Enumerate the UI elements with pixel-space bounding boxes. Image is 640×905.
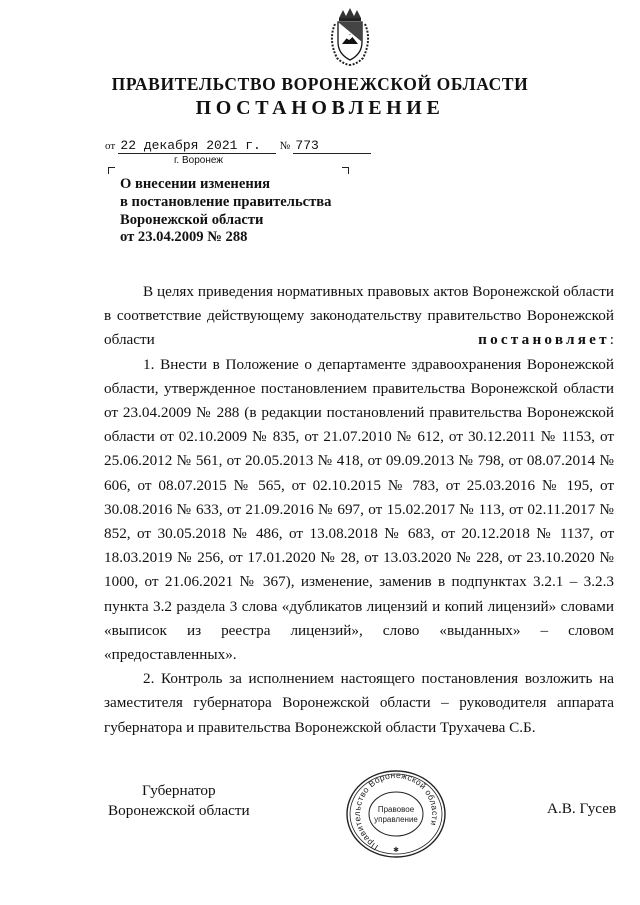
document-date: 22 декабря 2021 г. — [118, 138, 276, 154]
number-label: № — [279, 140, 291, 152]
signatory-title-line: Воронежской области — [108, 802, 250, 819]
document-subject — [120, 176, 331, 247]
subject-line: О внесении изменения — [120, 176, 271, 192]
stamp-center-line: Правовое — [377, 805, 415, 814]
date-number-line — [105, 137, 371, 154]
subject-line: от 23.04.2009 № 288 — [120, 229, 248, 246]
decree-colon: : — [609, 331, 614, 349]
signatory-title — [108, 781, 250, 821]
paragraph-item-1: 1. Внести в Положение о департаменте здравоохранения Воронежской области, утвержденное постановлением правительства Воронежской области от 23.04.2009 № 288 (в редакции постановлений правительства Воронежской области от 02.10.2009 № 835, от 21.07.2010 № 612, от 30.12.2011 № 1153, от 25.06.2012 № 561, от 20.05.2013 № 418, от 09.09.2013 № 798, от 08.07.2014 № 606, от 08.07.2015 № 565, от 02.10.2015 № 783, от 25.03.2016 № 195, от 30.08.2016 № 633, от 21.09.2016 № 697, от 15.02.2017 № 113, от 02.11.2017 № 852, от 30.05.2018 № 486, от 13.08.2018 № 683, от 20.12.2018 № 1137, от 18.03.2019 № 256, от 17.01.2020 № 28, от 13.03.2020 № 228, от 23.10.2020 № 1000, от 21.06.2021 № 367), изменение, заменив в подпунктах 3.2.1 – 3.2.3 пункта 3.2 раздела 3 слова «дубликатов лицензий и копий лицензий» словами «выписок из реестра лицензий», слово «выданных» – словом «предоставленных». — [104, 355, 614, 664]
voronezh-coat-of-arms-icon — [325, 8, 375, 68]
signatory-name: А.В. Гусев — [547, 800, 617, 817]
signatory-title-line: Губернатор — [142, 782, 216, 799]
intro-paragraph — [104, 280, 614, 353]
from-label: от — [105, 140, 116, 152]
stamp-center-line: управление — [374, 815, 418, 824]
government-title: ПРАВИТЕЛЬСТВО ВОРОНЕЖСКОЙ ОБЛАСТИ — [111, 74, 529, 94]
subject-line: в постановление правительства — [120, 193, 332, 210]
subject-line: Воронежской области — [120, 211, 264, 228]
paragraph-item-2: 2. Контроль за исполнением настоящего постановления возложить на заместителя губернатора Воронежской области – руководителя аппарата губернатора и правительства Воронежской области Трухачева С.Б. — [104, 670, 614, 736]
stamp-ring-text: Правительство Воронежской области — [352, 769, 441, 853]
document-body — [104, 280, 614, 740]
stamp-star-icon: ✱ — [393, 846, 399, 854]
intro-text: В целях приведения нормативных правовых актов Воронежской области в соответствие действующему законодательству правительство Воронежской области — [104, 283, 614, 349]
document-type: ПОСТАНОВЛЕНИЕ — [195, 97, 445, 119]
decree-word: постановляет — [478, 331, 610, 349]
city-label: г. Воронеж — [174, 155, 223, 166]
official-stamp — [345, 768, 447, 860]
subject-corner-right — [342, 167, 349, 174]
document-number: 773 — [293, 138, 371, 154]
subject-corner-left — [108, 167, 115, 174]
